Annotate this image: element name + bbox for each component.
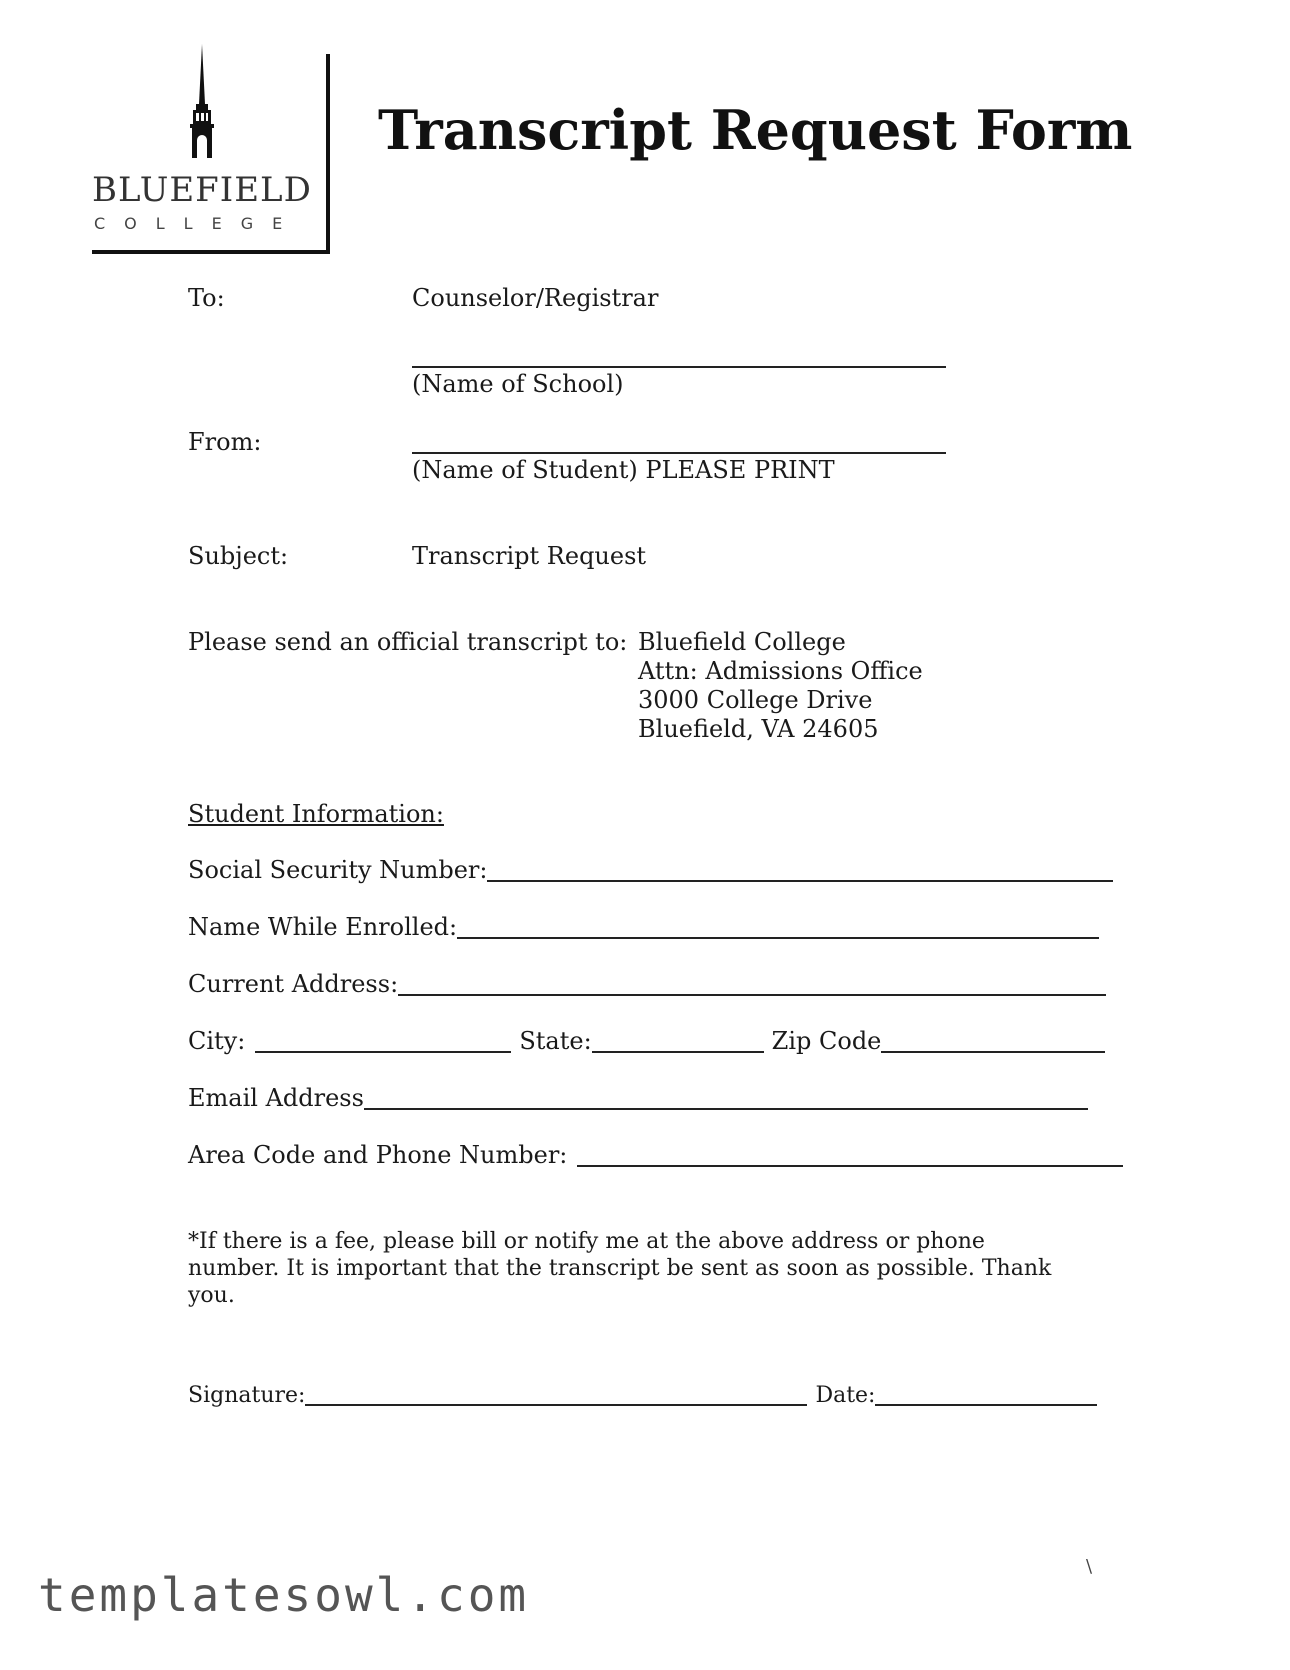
college-logo (92, 44, 328, 256)
signature-field[interactable] (305, 1382, 807, 1406)
ssn-row (188, 856, 1113, 884)
address-line: 3000 College Drive (638, 686, 873, 714)
phone-row (188, 1141, 1123, 1169)
stray-mark: \ (1086, 1556, 1093, 1577)
city-state-zip-row (188, 1027, 1105, 1055)
page-title: Transcript Request Form (378, 98, 1133, 162)
student-caption: (Name of Student) PLEASE PRINT (412, 456, 835, 484)
watermark: templatesowl.com (38, 1568, 530, 1622)
state-label: State: (519, 1027, 592, 1055)
address-line: Bluefield, VA 24605 (638, 715, 879, 743)
signature-label: Signature: (188, 1383, 306, 1408)
logo-frame-right (326, 54, 330, 254)
city-label: City: (188, 1027, 246, 1055)
school-caption: (Name of School) (412, 370, 624, 398)
email-row (188, 1084, 1088, 1112)
school-name-field[interactable] (412, 366, 946, 368)
fee-note: *If there is a fee, please bill or notify me at the above address or phone number. It is important that the transcript be sent as soon as possible. Thank you. (188, 1229, 1052, 1308)
to-value: Counselor/Registrar (412, 284, 659, 312)
logo-subtitle: COLLEGE (94, 214, 302, 233)
current-address-label: Current Address: (188, 970, 399, 998)
subject-value: Transcript Request (412, 542, 647, 570)
email-label: Email Address (188, 1084, 364, 1112)
name-enrolled-field[interactable] (457, 915, 1099, 939)
subject-label: Subject: (188, 542, 289, 570)
current-address-field[interactable] (398, 972, 1106, 996)
date-field[interactable] (875, 1382, 1097, 1406)
state-field[interactable] (592, 1029, 764, 1053)
city-field[interactable] (255, 1029, 511, 1053)
phone-field[interactable] (577, 1143, 1123, 1167)
zip-label: Zip Code (771, 1027, 882, 1055)
zip-field[interactable] (881, 1029, 1105, 1053)
logo-wordmark: BLUEFIELD (92, 170, 312, 210)
address-line: Bluefield College (638, 628, 846, 656)
steeple-icon (172, 44, 232, 164)
current-address-row (188, 970, 1106, 998)
from-label: From: (188, 428, 262, 456)
name-enrolled-label: Name While Enrolled: (188, 913, 458, 941)
student-name-field[interactable] (412, 452, 946, 454)
name-enrolled-row (188, 913, 1099, 941)
to-label: To: (188, 284, 225, 312)
logo-frame-bottom (92, 250, 330, 254)
signature-row (188, 1382, 1097, 1408)
date-label: Date: (815, 1383, 876, 1408)
email-field[interactable] (364, 1086, 1088, 1110)
address-line: Attn: Admissions Office (638, 657, 923, 685)
ssn-field[interactable] (487, 858, 1113, 882)
student-info-heading: Student Information: (188, 800, 444, 828)
phone-label: Area Code and Phone Number: (188, 1141, 568, 1169)
send-to-label: Please send an official transcript to: (188, 628, 628, 656)
ssn-label: Social Security Number: (188, 856, 488, 884)
